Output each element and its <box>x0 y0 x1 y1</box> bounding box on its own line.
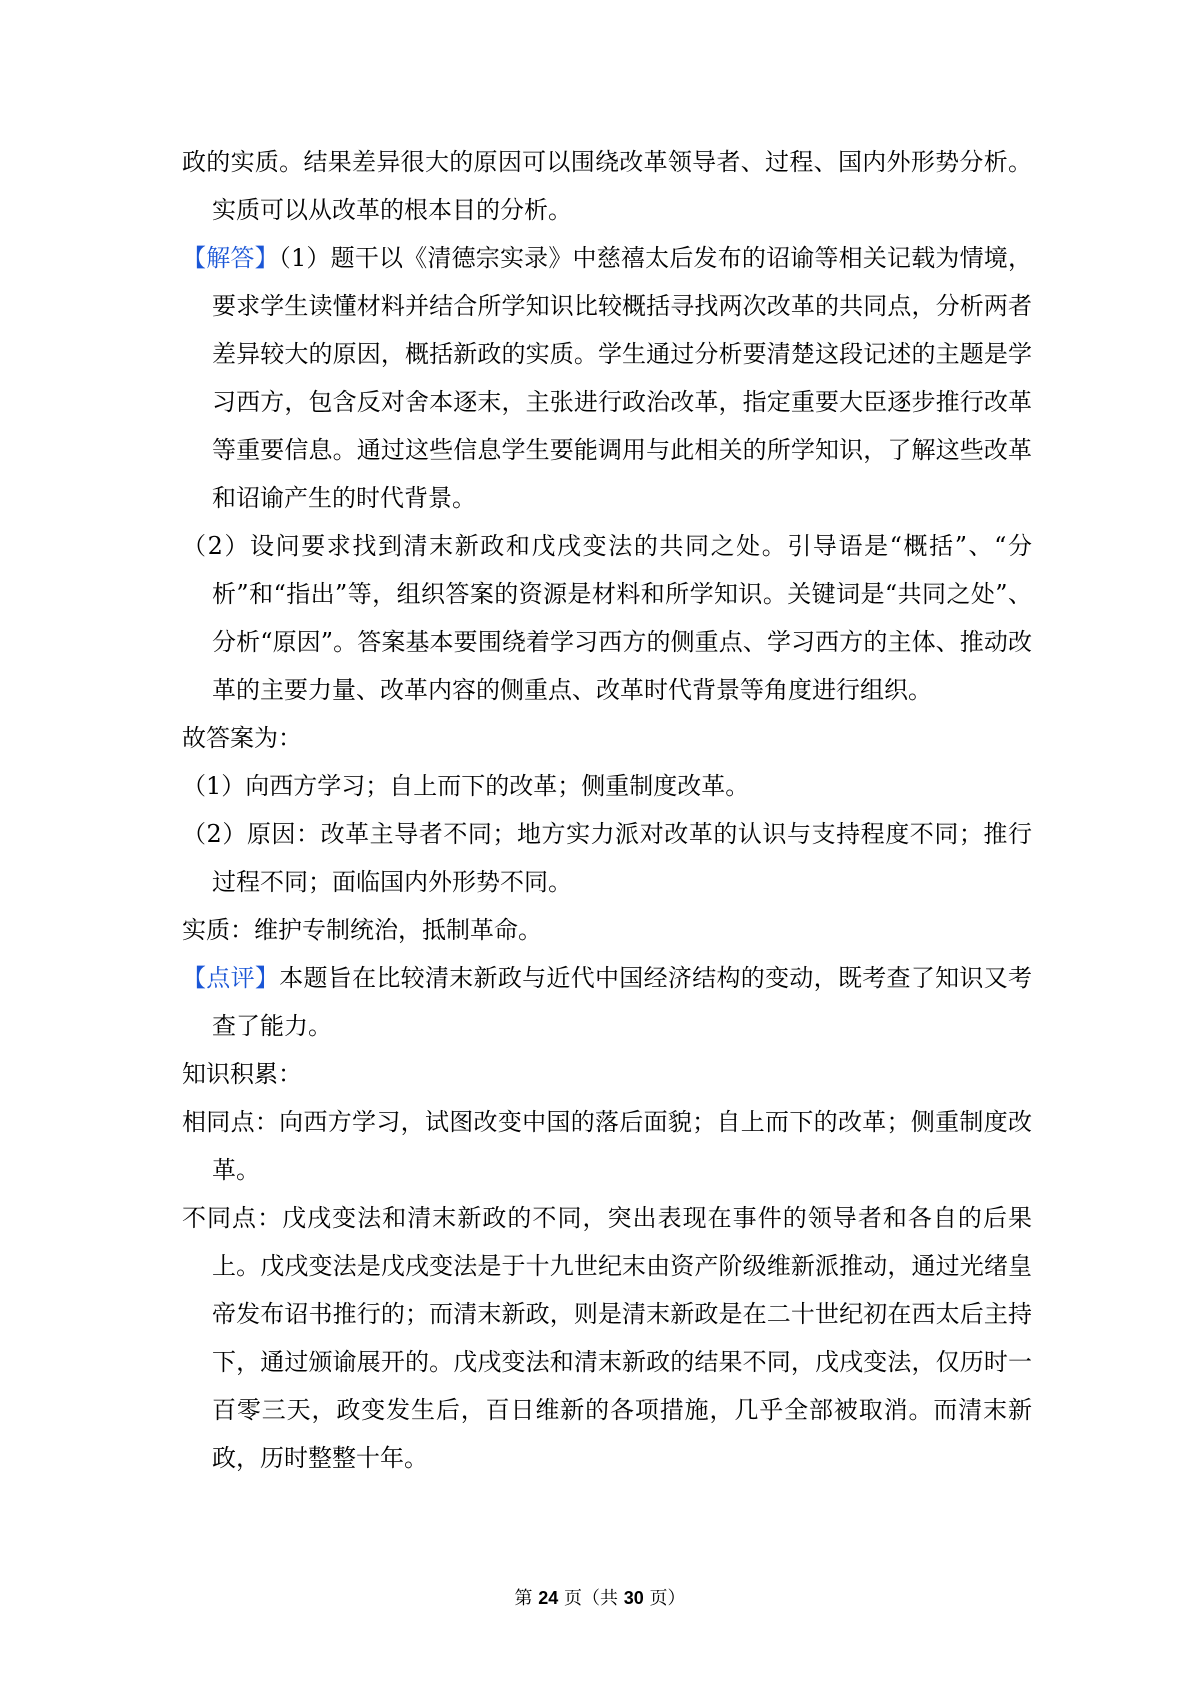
paragraph-answer-point-1 <box>182 762 1032 810</box>
paragraph-text: （2）设问要求找到清末新政和戊戌变法的共同之处。引导语是“概括”、“分析”和“指出”等，组织答案的资源是材料和所学知识。关键词是“共同之处”、分析“原因”。答案基本要围绕着学习西方的侧重点、学习西方的主体、推动改革的主要力量、改革内容的侧重点、改革时代背景等角度进行组织。 <box>182 532 1032 704</box>
paragraph-similarities <box>182 1098 1032 1194</box>
paragraph-text: 政的实质。结果差异很大的原因可以围绕改革领导者、过程、国内外形势分析。实质可以从改革的根本目的分析。 <box>182 148 1032 224</box>
footer-page-number: 24 <box>538 1588 559 1608</box>
footer-prefix: 第 <box>514 1588 533 1609</box>
footer-suffix: 页） <box>649 1588 686 1609</box>
paragraph-text: （1）题干以《清德宗实录》中慈禧太后发布的诏谕等相关记载为情境，要求学生读懂材料并结合所学知识比较概括寻找两次改革的共同点，分析两者差异较大的原因，概括新政的实质。学生通过分析要清楚这段记述的主题是学习西方，包含反对舍本逐末，主张进行政治改革，指定重要大臣逐步推行改革等重要信息。通过这些信息学生要能调用与此相关的所学知识，了解这些改革和诏谕产生的时代背景。 <box>212 244 1032 512</box>
paragraph-comment <box>182 954 1032 1050</box>
paragraph-text: （1）向西方学习；自上而下的改革；侧重制度改革。 <box>182 772 750 800</box>
footer-mid: 页（共 <box>564 1588 618 1609</box>
paragraph-differences <box>182 1194 1032 1482</box>
paragraph-text: 知识积累： <box>182 1060 302 1088</box>
paragraph-answer-1 <box>182 234 1032 522</box>
paragraph-text: 实质：维护专制统治，抵制革命。 <box>182 916 542 944</box>
footer-total-pages: 30 <box>623 1588 644 1608</box>
paragraph-knowledge-heading <box>182 1050 1032 1098</box>
paragraph-answer-2 <box>182 522 1032 714</box>
paragraph-text: 故答案为： <box>182 724 302 752</box>
answer-tag: 【解答】 <box>182 244 279 272</box>
paragraph-text: 相同点：向西方学习，试图改变中国的落后面貌；自上而下的改革；侧重制度改革。 <box>182 1108 1032 1184</box>
comment-tag: 【点评】 <box>182 964 280 992</box>
paragraph-text: 不同点：戊戌变法和清末新政的不同，突出表现在事件的领导者和各自的后果上。戊戌变法是戊戌变法是于十九世纪末由资产阶级维新派推动，通过光绪皇帝发布诏书推行的；而清末新政，则是清末新政是在二十世纪初在西太后主持下，通过颁谕展开的。戊戌变法和清末新政的结果不同，戊戌变法，仅历时一百零三天，政变发生后，百日维新的各项措施，几乎全部被取消。而清末新政，历时整整十年。 <box>182 1204 1032 1472</box>
page-footer <box>0 1586 1200 1611</box>
paragraph-essence <box>182 906 1032 954</box>
paragraph-text: 本题旨在比较清末新政与近代中国经济结构的变动，既考查了知识又考查了能力。 <box>212 964 1033 1040</box>
paragraph-answer-point-2 <box>182 810 1032 906</box>
paragraph-text: （2）原因：改革主导者不同；地方实力派对改革的认识与支持程度不同；推行过程不同；面临国内外形势不同。 <box>182 820 1032 896</box>
paragraph-answer-heading <box>182 714 1032 762</box>
paragraph-analysis-continuation <box>182 138 1032 234</box>
